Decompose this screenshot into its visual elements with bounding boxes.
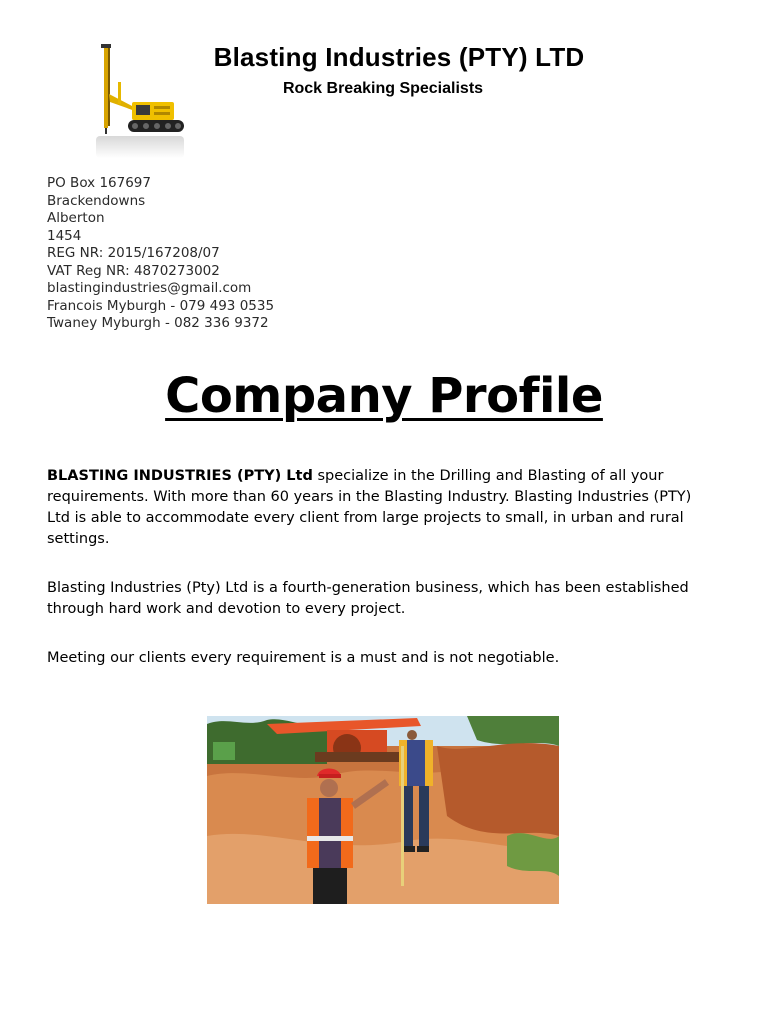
- contact-phone-twaney: Twaney Myburgh - 082 336 9372: [47, 315, 269, 331]
- commitment-paragraph: Meeting our clients every requirement is a must and is not negotiable.: [47, 650, 560, 666]
- contact-phone-francois: Francois Myburgh - 079 493 0535: [47, 297, 275, 314]
- vat-number: VAT Reg NR: 4870273002: [47, 262, 220, 279]
- contact-email: blastingindustries@gmail.com: [47, 280, 252, 296]
- intro-paragraph: [47, 466, 717, 550]
- intro-text: specialize in the Drilling and Blasting of all your requirements. With more than 60 years in the Blasting Industry. Blasting Industries (PTY) Ltd is able to accommodate every client from large projects to small, in urban and rural settings.: [47, 468, 692, 547]
- company-name: Blasting Industries (PTY) LTD: [213, 42, 585, 72]
- history-paragraph: Blasting Industries (Pty) Ltd is a fourth-generation business, which has been established through hard work and devotion to every project.: [47, 580, 689, 617]
- company-tagline: Rock Breaking Specialists: [282, 80, 484, 97]
- registration-number: REG NR: 2015/167208/07: [47, 245, 220, 261]
- contact-block: [47, 175, 274, 333]
- intro-company-name: BLASTING INDUSTRIES (PTY) Ltd: [47, 468, 313, 484]
- address-po-box: PO Box 167697: [47, 175, 151, 191]
- address-postal-code: 1454: [47, 227, 82, 244]
- document-title: [0, 368, 768, 424]
- site-workers-photo: [207, 716, 559, 904]
- address-city: Alberton: [47, 210, 105, 226]
- document-title-text: Company Profile: [165, 368, 603, 424]
- address-suburb: Brackendowns: [47, 192, 146, 209]
